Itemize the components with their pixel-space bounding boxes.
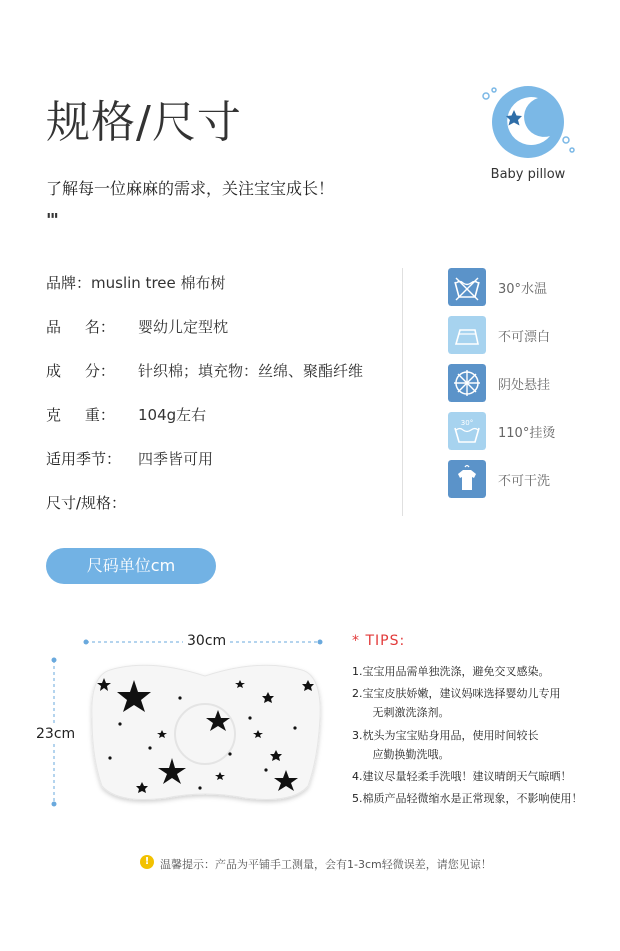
spec-value: 104g左右 [138, 406, 207, 424]
tip-line: 4.建议尽量轻柔手洗哦！建议晴朗天气晾晒！ [352, 770, 572, 783]
care-label: 110°挂烫 [498, 426, 556, 441]
spec-value: 四季皆可用 [138, 450, 214, 468]
spec-value: 针织棉；填充物：丝绵、聚酯纤维 [138, 362, 364, 380]
page-title: 规格/尺寸 [46, 97, 242, 148]
spec-row-material [46, 360, 363, 381]
wash-30-icon [448, 268, 486, 306]
no-dry-clean-icon [448, 460, 486, 498]
height-label: 23cm [36, 726, 76, 742]
care-label: 不可漂白 [498, 330, 551, 345]
warning-icon: ! [140, 855, 154, 869]
spec-row-weight [46, 404, 206, 425]
care-item-dry [448, 364, 598, 402]
quote-mark: "' [46, 210, 57, 231]
svg-text:30°: 30° [460, 419, 474, 427]
care-item-iron [448, 412, 598, 450]
baby-pillow-logo [480, 80, 580, 166]
footer-note: 温馨提示：产品为平铺手工测量，会有1-3cm轻微误差，请您见谅！ [160, 858, 492, 871]
spec-label: 克 重： [46, 406, 115, 424]
care-label: 30°水温 [498, 282, 548, 297]
tip-line: 2.宝宝皮肤娇嫩，建议妈咪选择婴幼儿专用 [352, 687, 561, 700]
tip-line: 无刺激洗涤剂。 [362, 706, 450, 719]
care-label: 阴处悬挂 [498, 378, 551, 393]
tips-title: * TIPS: [352, 633, 406, 649]
spec-label: 品牌： [46, 274, 92, 292]
tip-line: 应勤换勤洗哦。 [362, 748, 450, 761]
iron-110-icon [448, 412, 486, 450]
spec-row-season [46, 448, 213, 469]
page-subtitle: 了解每一位麻麻的需求，关注宝宝成长！ [46, 179, 335, 198]
tip-line: 3.枕头为宝宝贴身用品，使用时间较长 [352, 729, 539, 742]
spec-value: muslin tree 棉布树 [91, 274, 226, 292]
tip-line: 5.棉质产品轻微缩水是正常现象，不影响使用！ [352, 792, 583, 805]
spec-row-name [46, 316, 228, 337]
spec-label: 尺寸/规格： [46, 494, 127, 512]
vertical-divider [402, 268, 403, 516]
spec-label: 适用季节： [46, 450, 122, 468]
spec-value: 婴幼儿定型枕 [138, 318, 229, 336]
care-item-wash [448, 268, 598, 306]
no-bleach-icon [448, 316, 486, 354]
shade-dry-icon [448, 364, 486, 402]
spec-row-brand [46, 272, 226, 293]
size-unit-button[interactable]: 尺码单位cm [46, 548, 216, 584]
logo-caption: Baby pillow [490, 167, 566, 182]
width-label: 30cm [183, 633, 230, 649]
care-item-dryclean [448, 460, 598, 498]
care-item-bleach [448, 316, 598, 354]
care-label: 不可干洗 [498, 474, 551, 489]
pillow-image [80, 658, 325, 806]
spec-row-size [46, 492, 126, 513]
spec-label: 成 分： [46, 362, 115, 380]
spec-label: 品 名： [46, 318, 115, 336]
tip-line: 1.宝宝用品需单独洗涤，避免交叉感染。 [352, 665, 550, 678]
